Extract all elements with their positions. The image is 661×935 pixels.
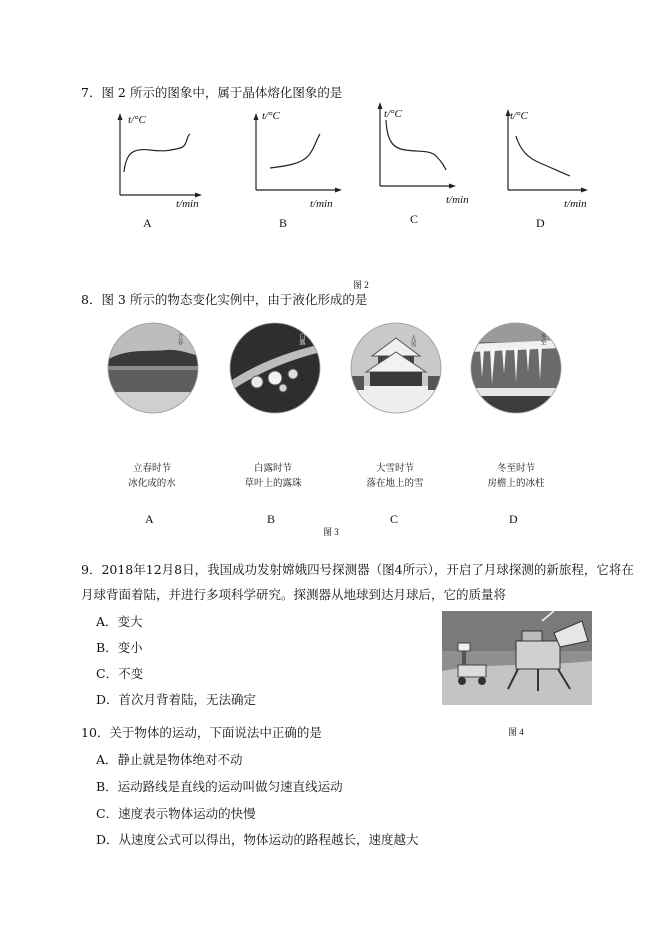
photo-c-caption-line2: 落在地上的雪 (366, 478, 424, 489)
q9-stem-line1: 9．2018年12月8日，我国成功发射嫦娥四号探测器（图4所示），开启了月球探测的新旅程，它将在 (81, 562, 634, 577)
photo-c-seal: 大雪 (409, 335, 416, 347)
q9-option-a: A．变大 (96, 614, 143, 629)
photo-a-letter: A (145, 512, 154, 526)
q9-stem-line2: 月球背面着陆，并进行多项科学研究。探测器从地球到达月球后，它的质量将 (81, 587, 507, 602)
photo-c-caption-line1: 大雪时节 (375, 463, 414, 474)
q10-option-b: B．运动路线是直线的运动叫做匀速直线运动 (96, 779, 343, 794)
graph-b (246, 112, 346, 212)
photo-c-snow (350, 322, 442, 414)
graph-d-x-label: t/min (564, 198, 587, 210)
q10-stem: 10．关于物体的运动，下面说法中正确的是 (81, 725, 322, 740)
curve-a (124, 134, 190, 172)
photo-d-caption (466, 461, 566, 491)
q10-option-d: D．从速度公式可以得出，物体运动的路程越长，速度越大 (96, 832, 419, 847)
photo-d-caption-line1: 冬至时节 (496, 463, 535, 474)
graph-c-y-label: t/°C (384, 108, 402, 120)
photo-d-icicles (470, 322, 562, 414)
q9-option-b: B．变小 (96, 640, 143, 655)
curve-d (516, 136, 570, 176)
graph-a-letter: A (143, 216, 152, 230)
photo-d-seal: 冬至 (539, 333, 546, 345)
photo-b-letter: B (267, 512, 276, 526)
q9-option-c: C．不变 (96, 666, 144, 681)
figure-4-caption: 图 4 (508, 727, 524, 737)
photo-a-caption (102, 461, 202, 491)
graph-d-y-label: t/°C (510, 110, 528, 122)
graph-b-x-label: t/min (310, 198, 333, 210)
graph-b-letter: B (279, 216, 288, 230)
photo-a-ice-water (107, 322, 199, 414)
curve-c (386, 120, 446, 170)
curve-b (270, 134, 320, 168)
photo-a-caption-line2: 冰化成的水 (128, 478, 176, 489)
photo-d-letter: D (509, 512, 518, 526)
photo-c-caption (345, 461, 445, 491)
graph-a-y-label: t/°C (128, 114, 146, 126)
photo-c-letter: C (390, 512, 399, 526)
q9-option-d: D．首次月背着陆，无法确定 (96, 692, 257, 707)
graph-d-letter: D (536, 216, 545, 230)
photo-d-caption-line2: 房檐上的冰柱 (487, 478, 545, 489)
change4-lander-image (442, 611, 592, 705)
q10-option-a: A．静止就是物体绝对不动 (96, 752, 243, 767)
photo-a-caption-line1: 立春时节 (132, 463, 171, 474)
photo-b-caption-line1: 白露时节 (253, 463, 292, 474)
graph-a-x-label: t/min (176, 198, 199, 210)
photo-b-seal: 白露 (298, 333, 305, 345)
graph-a (110, 112, 210, 212)
graph-c-letter: C (410, 212, 419, 226)
figure-3-caption: 图 3 (323, 527, 339, 537)
graph-d (498, 108, 598, 208)
photo-b-caption-line2: 草叶上的露珠 (244, 478, 302, 489)
q10-option-c: C．速度表示物体运动的快慢 (96, 806, 256, 821)
graph-c-x-label: t/min (446, 194, 469, 206)
graph-b-y-label: t/°C (262, 110, 280, 122)
photo-b-dew (229, 322, 321, 414)
q7-stem: 7．图 2 所示的图象中，属于晶体熔化图象的是 (81, 85, 343, 100)
photo-b-caption (223, 461, 323, 491)
figure-2-caption: 图 2 (353, 280, 369, 290)
q8-stem: 8．图 3 所示的物态变化实例中，由于液化形成的是 (81, 292, 368, 307)
photo-a-seal: 立春 (176, 333, 183, 345)
